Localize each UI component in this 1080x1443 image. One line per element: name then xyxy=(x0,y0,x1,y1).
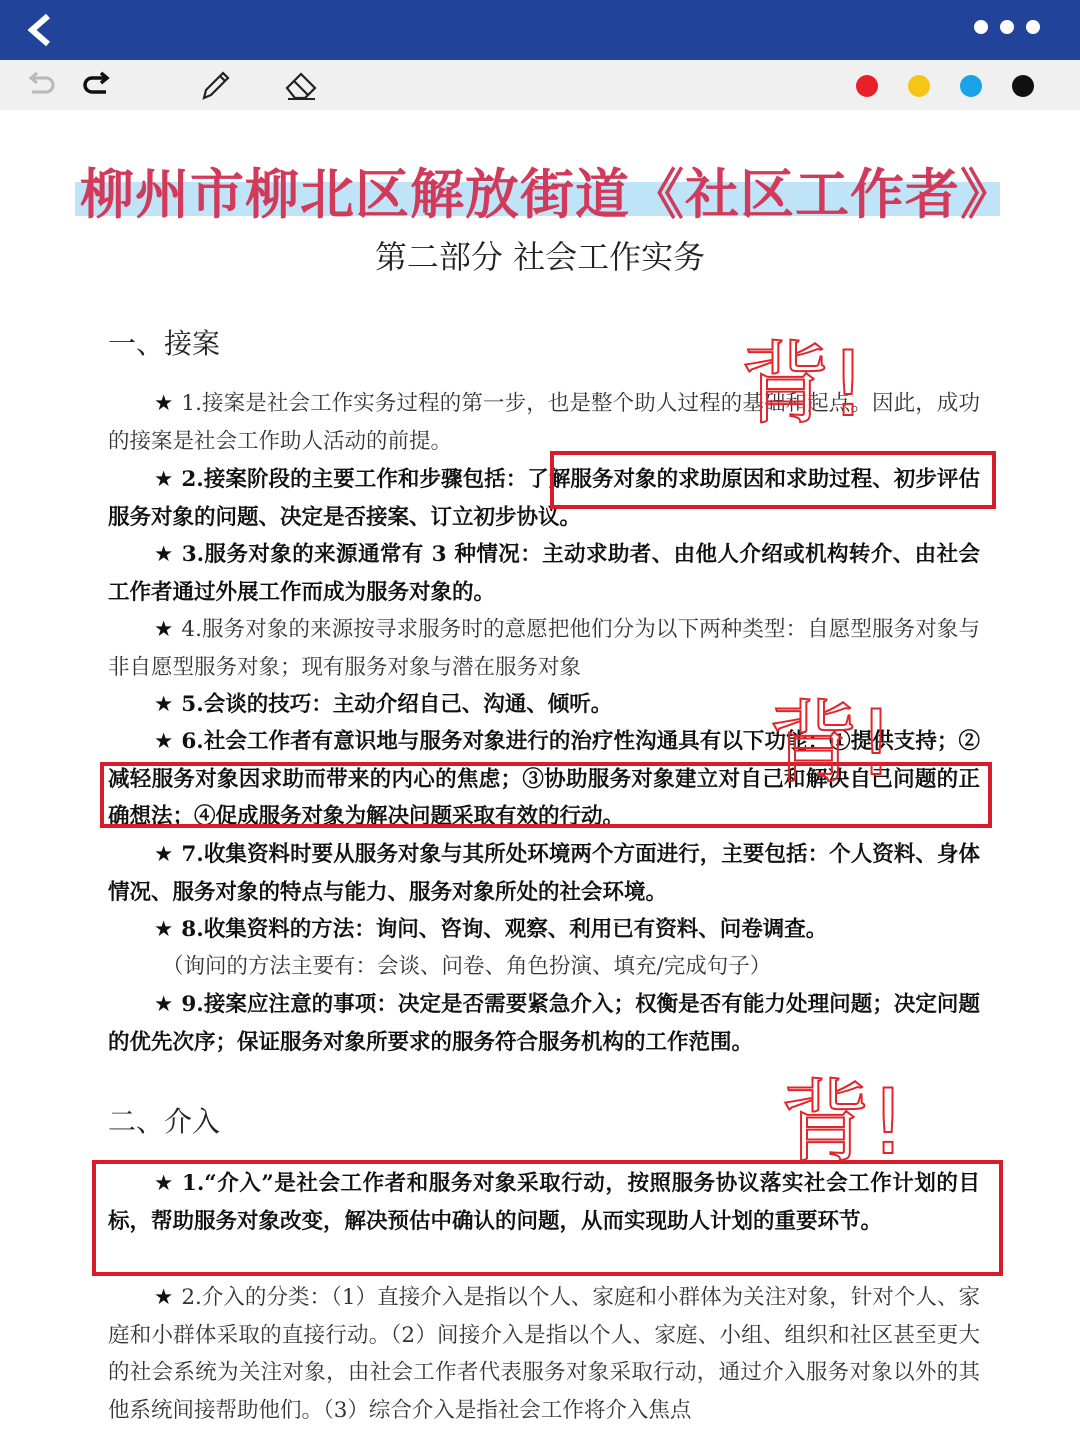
paragraph-2: ★ 2.接案阶段的主要工作和步骤包括：了解服务对象的求助原因和求助过程、初步评估服务对象的问题、决定是否接案、订立初步协议。 xyxy=(108,467,980,530)
red-box-annotation-1 xyxy=(550,451,996,509)
paragraph-3: ★ 3.服务对象的来源通常有 3 种情况：主动求助者、由他人介绍或机构转介、由社会工作者通过外展工作而成为服务对象的。 xyxy=(108,542,980,605)
redo-icon[interactable] xyxy=(80,68,114,102)
svg-text:背!: 背! xyxy=(740,332,867,435)
chevron-left-icon[interactable] xyxy=(22,10,62,50)
paragraph-intervention-1: ★ 1.“介入”是社会工作者和服务对象采取行动，按照服务协议落实社会工作计划的目标，帮助服务对象改变，解决预估中确认的问题，从而实现助人计划的重要环节。 xyxy=(108,1171,981,1234)
svg-text:背!: 背! xyxy=(780,1070,907,1168)
color-yellow-swatch[interactable] xyxy=(908,75,930,97)
handwritten-note-1 xyxy=(740,325,890,435)
paragraph-8-note: （询问的方法主要有：会谈、问卷、角色扮演、填充/完成句子） xyxy=(162,954,772,979)
section-heading-1: 一、接案 xyxy=(108,327,221,360)
color-blue-swatch[interactable] xyxy=(960,75,982,97)
paragraph-4: ★ 4.服务对象的来源按寻求服务时的意愿把他们分为以下两种类型：自愿型服务对象与非自愿型服务对象；现有服务对象与潜在服务对象 xyxy=(108,617,980,680)
color-black-swatch[interactable] xyxy=(1012,75,1034,97)
eraser-icon[interactable] xyxy=(284,68,318,102)
top-nav-bar xyxy=(0,0,1080,60)
svg-text:背!: 背! xyxy=(768,691,895,794)
red-box-annotation-3 xyxy=(92,1160,1003,1276)
handwritten-note-2 xyxy=(768,684,918,794)
handwritten-note-3 xyxy=(780,1058,940,1168)
paragraph-5: ★ 5.会谈的技巧：主动介绍自己、沟通、倾听。 xyxy=(154,692,613,717)
color-red-swatch[interactable] xyxy=(856,75,878,97)
section-heading-2: 二、介入 xyxy=(108,1105,221,1138)
paragraph-7: ★ 7.收集资料时要从服务对象与其所处环境两个方面进行，主要包括：个人资料、身体情况、服务对象的特点与能力、服务对象所处的社会环境。 xyxy=(108,842,980,905)
paragraph-intervention-2: ★ 2.介入的分类：（1）直接介入是指以个人、家庭和小群体为关注对象，针对个人、家庭和小群体采取的直接行动。（2）间接介入是指以个人、家庭、小组、组织和社区甚至更大的社会系统为关注对象，由社会工作者代表服务对象采取行动，通过介入服务对象以外的其他系统间接帮助他们。（3）综合介入是指社会工作将介入焦点 xyxy=(108,1285,980,1423)
undo-icon[interactable] xyxy=(24,68,58,102)
page-subtitle: 第二部分 社会工作实务 xyxy=(374,238,706,276)
pencil-icon[interactable] xyxy=(198,68,232,102)
page-title: 柳州市柳北区解放街道《社区工作者》 xyxy=(80,163,1015,226)
paragraph-8: ★ 8.收集资料的方法：询问、咨询、观察、利用已有资料、问卷调查。 xyxy=(154,917,828,942)
paragraph-9: ★ 9.接案应注意的事项：决定是否需要紧急介入；权衡是否有能力处理问题；决定问题的优先次序；保证服务对象所要求的服务符合服务机构的工作范围。 xyxy=(108,992,980,1055)
more-dots-icon[interactable] xyxy=(974,20,1040,34)
paragraph-1: ★ 1.接案是社会工作实务过程的第一步，也是整个助人过程的基础和起点。因此，成功的接案是社会工作助人活动的前提。 xyxy=(108,391,980,454)
paragraph-6: ★ 6.社会工作者有意识地与服务对象进行的治疗性沟通具有以下功能：①提供支持；②减轻服务对象因求助而带来的内心的焦虑；③协助服务对象建立对自己和解决自己问题的正确想法；④促成服务对象为解决问题采取有效的行动。 xyxy=(108,729,980,829)
